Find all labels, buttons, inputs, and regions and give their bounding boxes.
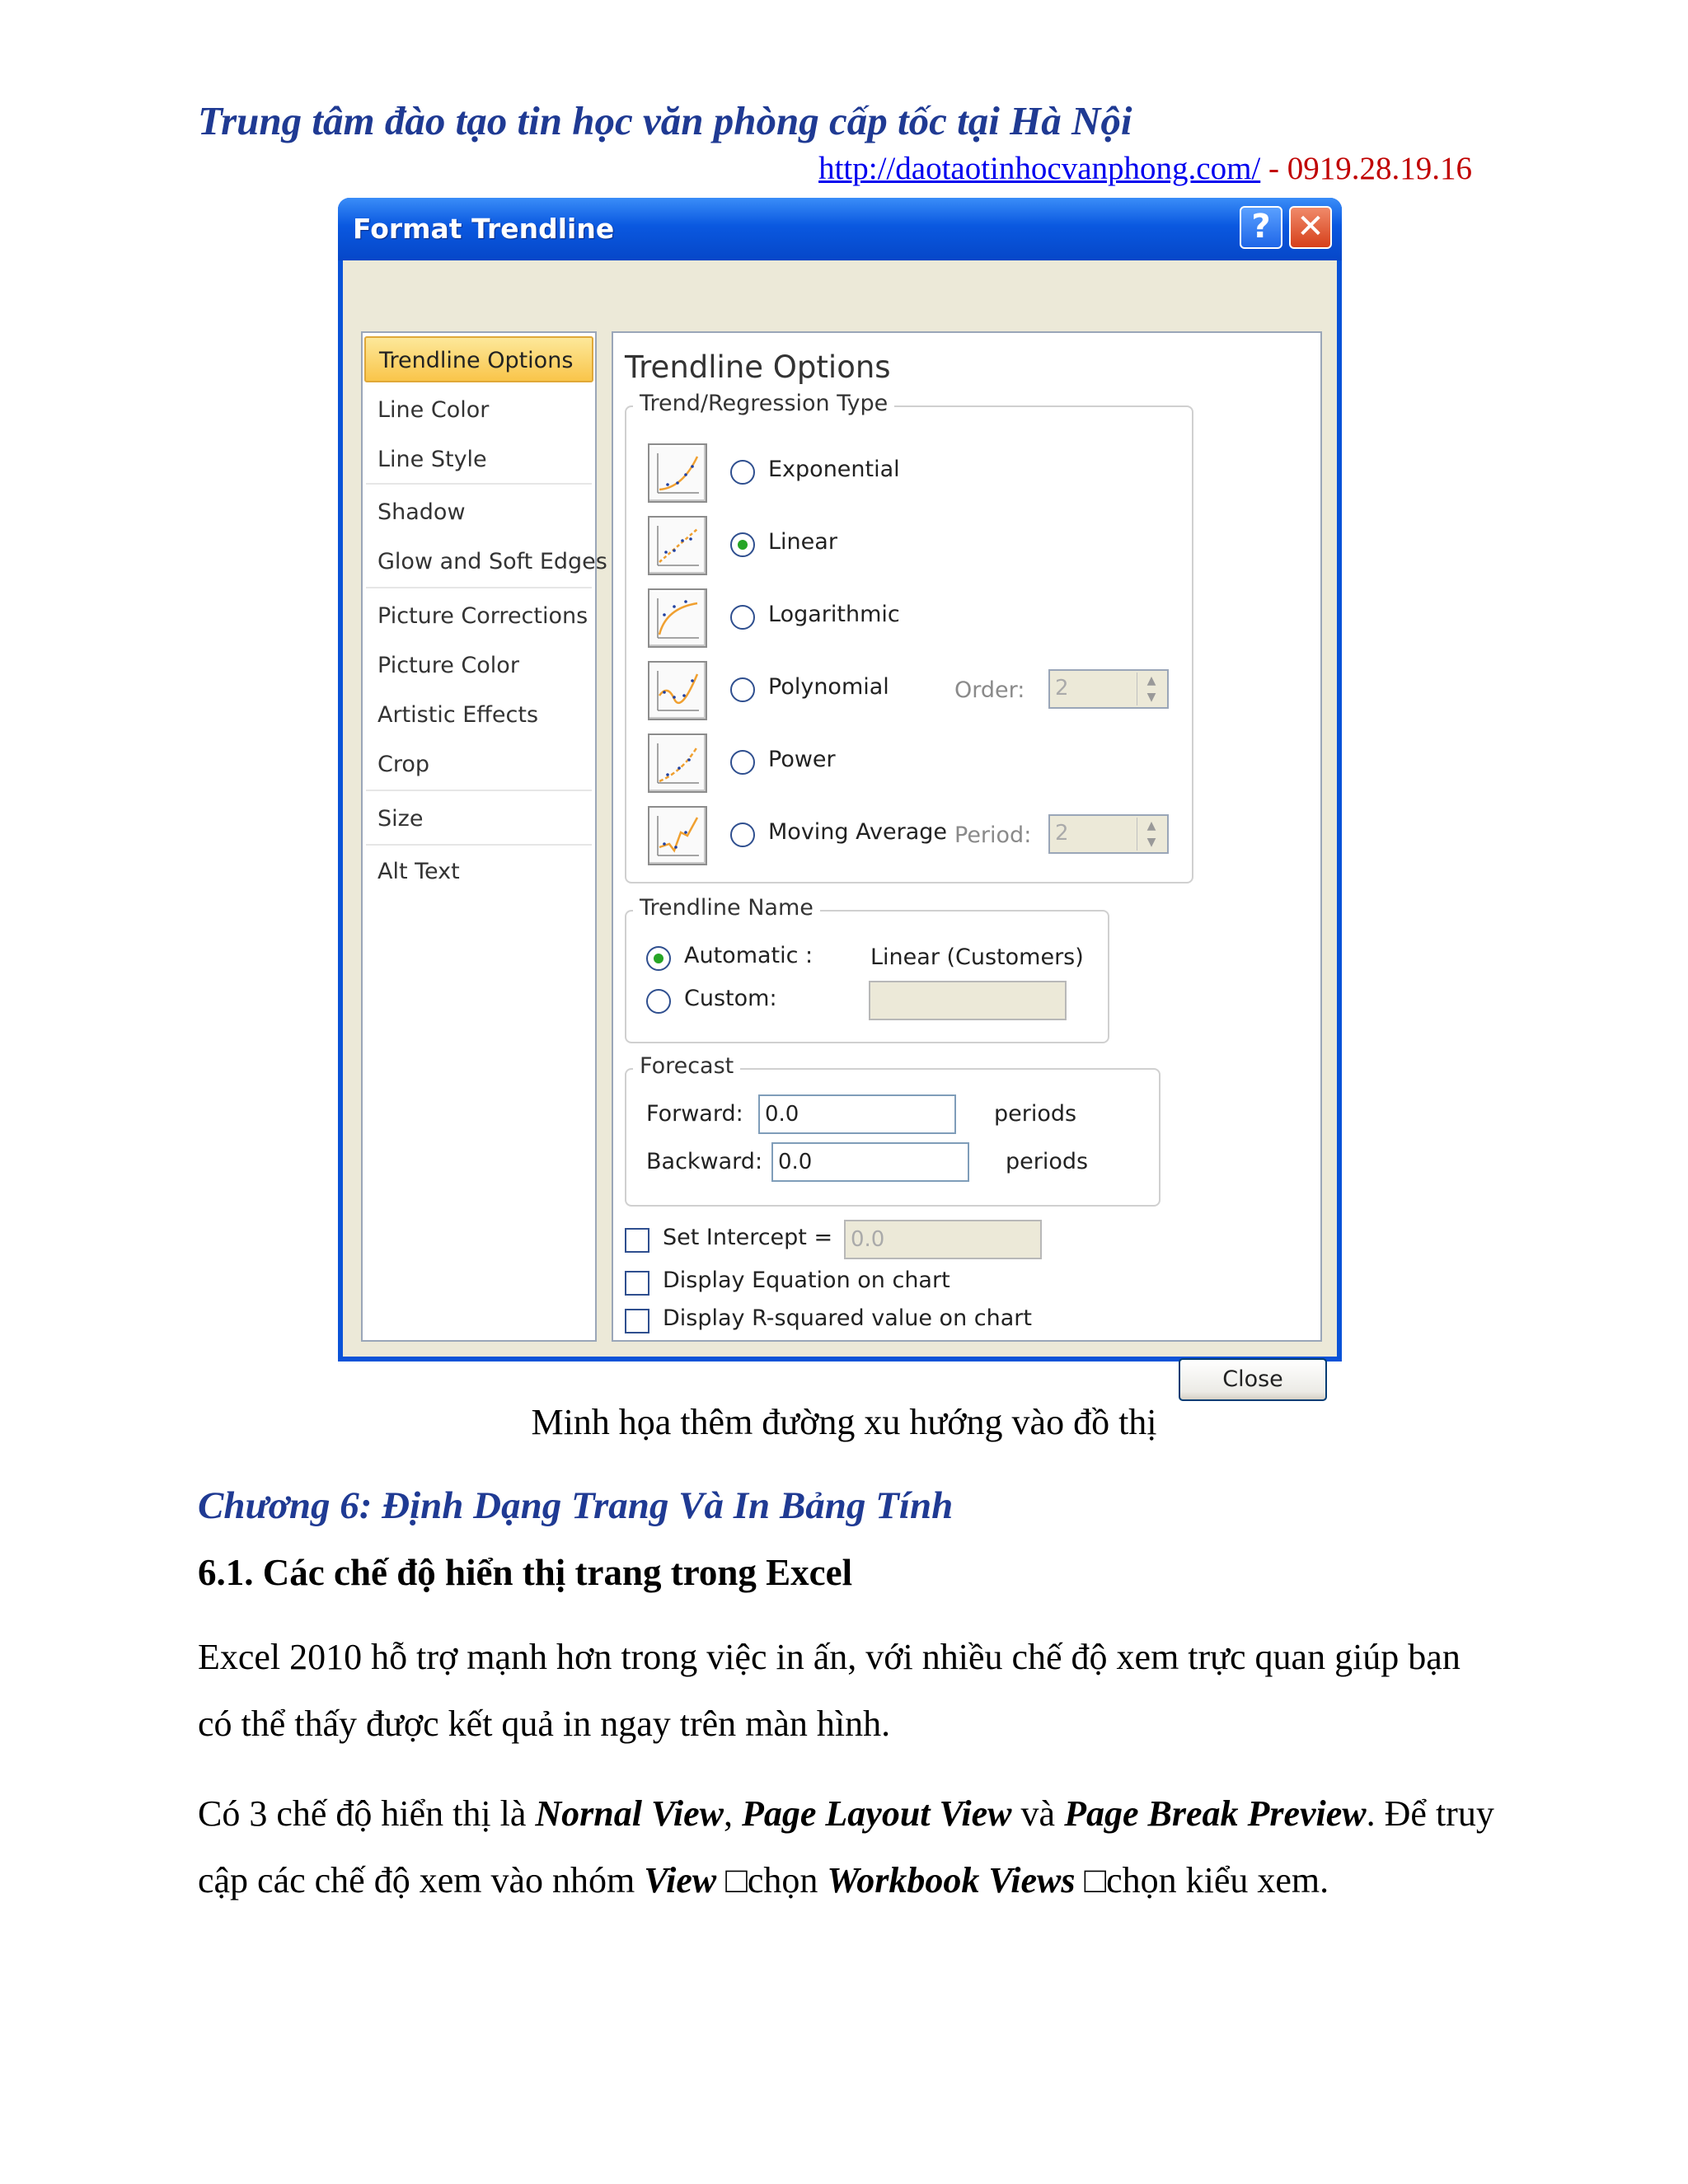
power-trend-icon[interactable] <box>648 733 707 793</box>
automatic-radio[interactable] <box>646 946 671 971</box>
order-label: Order: <box>954 677 1025 703</box>
linear-radio[interactable] <box>730 532 755 557</box>
text-run: Có 3 chế độ hiển thị là <box>198 1793 536 1834</box>
stepper-arrows-icon[interactable]: ▲ ▼ <box>1137 818 1165 851</box>
text-run: chọn <box>747 1860 828 1900</box>
exponential-trend-icon[interactable] <box>648 443 707 503</box>
logarithmic-label: Logarithmic <box>768 602 900 627</box>
forward-input[interactable]: 0.0 <box>758 1094 956 1134</box>
display-equation-label: Display Equation on chart <box>663 1268 950 1293</box>
nav-item-picture-color[interactable]: Picture Color <box>377 653 519 678</box>
nav-item-trendline-options[interactable]: Trendline Options <box>364 336 593 382</box>
set-intercept-label: Set Intercept = <box>663 1225 833 1250</box>
set-intercept-checkbox[interactable] <box>625 1228 649 1253</box>
order-stepper[interactable] <box>1048 669 1169 709</box>
linear-trend-icon[interactable] <box>648 516 707 575</box>
automatic-label: Automatic : <box>684 943 814 968</box>
workbook-views-term: Workbook Views <box>827 1860 1076 1900</box>
header-title: Trung tâm đào tạo tin học văn phòng cấp tốc tại Hà Nội <box>198 98 1132 143</box>
nav-divider <box>366 587 592 588</box>
nav-divider <box>366 483 592 485</box>
linear-label: Linear <box>768 529 837 555</box>
moving-average-radio[interactable] <box>730 823 755 847</box>
display-rsquared-label: Display R-squared value on chart <box>663 1305 1032 1331</box>
moving-average-label: Moving Average <box>768 819 948 845</box>
text-run <box>716 1860 725 1900</box>
missing-glyph-box: □ <box>725 1860 748 1900</box>
trend-type-group <box>625 405 1193 883</box>
custom-radio[interactable] <box>646 989 671 1014</box>
nav-item-picture-corrections[interactable]: Picture Corrections <box>377 603 588 629</box>
power-label: Power <box>768 747 836 772</box>
nav-item-alt-text[interactable]: Alt Text <box>377 859 460 884</box>
figure-caption: Minh họa thêm đường xu hướng vào đồ thị <box>531 1402 1157 1442</box>
nav-item-glow-soft-edges[interactable]: Glow and Soft Edges <box>377 549 607 574</box>
stepper-arrows-icon[interactable]: ▲ ▼ <box>1137 673 1165 705</box>
moving-average-trend-icon[interactable] <box>648 806 707 865</box>
page-break-preview-term: Page Break Preview <box>1064 1793 1367 1834</box>
forecast-legend: Forecast <box>633 1053 740 1079</box>
text-run: . Để truy cập các chế độ xem vào nhóm <box>198 1793 1494 1900</box>
page-layout-view-term: Page Layout View <box>742 1793 1012 1834</box>
view-term: View <box>644 1860 717 1900</box>
period-stepper[interactable] <box>1048 814 1169 854</box>
missing-glyph-box: □ <box>1084 1860 1107 1900</box>
dialog-titlebar[interactable] <box>338 198 1342 260</box>
text-run: chọn kiểu xem. <box>1106 1860 1329 1900</box>
nav-item-line-color[interactable]: Line Color <box>377 397 490 423</box>
header-contact <box>818 150 1472 187</box>
nav-item-line-style[interactable]: Line Style <box>377 447 487 472</box>
text-run: và <box>1011 1793 1065 1834</box>
options-panel <box>612 331 1322 1342</box>
period-value: 2 <box>1055 821 1069 846</box>
polynomial-label: Polynomial <box>768 674 889 700</box>
section-heading: 6.1. Các chế độ hiển thị trang trong Excel <box>198 1552 853 1593</box>
logarithmic-trend-icon[interactable] <box>648 588 707 648</box>
dialog-title: Format Trendline <box>353 213 615 245</box>
backward-label: Backward: <box>646 1149 763 1174</box>
chapter-heading: Chương 6: Định Dạng Trang Và In Bảng Tính <box>198 1484 954 1527</box>
power-radio[interactable] <box>730 750 755 775</box>
nav-item-size[interactable]: Size <box>377 806 424 832</box>
panel-title: Trendline Options <box>625 349 891 385</box>
forward-periods-label: periods <box>994 1101 1077 1127</box>
format-trendline-dialog <box>338 198 1342 1392</box>
trendline-name-group <box>625 910 1109 1043</box>
forward-label: Forward: <box>646 1101 743 1127</box>
nav-item-crop[interactable]: Crop <box>377 752 430 777</box>
order-value: 2 <box>1055 676 1069 701</box>
paragraph-1: Excel 2010 hỗ trợ mạnh hơn trong việc in ấn, với nhiều chế độ xem trực quan giúp bạn có thể thấy được kết quả in ngay trên màn hình. <box>198 1637 1461 1744</box>
normal-view-term: Nornal View <box>535 1793 724 1834</box>
text-run: , <box>724 1793 742 1834</box>
backward-periods-label: periods <box>1006 1149 1089 1174</box>
period-label: Period: <box>954 823 1032 848</box>
exponential-label: Exponential <box>768 457 900 482</box>
forecast-group <box>625 1068 1160 1207</box>
header-url-link[interactable]: http://daotaotinhocvanphong.com/ <box>818 151 1261 186</box>
display-rsquared-checkbox[interactable] <box>625 1309 649 1333</box>
nav-divider <box>366 844 592 846</box>
custom-name-input[interactable] <box>869 981 1067 1020</box>
header-phone: - 0919.28.19.16 <box>1260 151 1472 186</box>
trendline-name-legend: Trendline Name <box>633 895 820 921</box>
dialog-client <box>343 260 1337 1392</box>
close-icon[interactable]: ✕ <box>1289 206 1332 249</box>
trend-type-legend: Trend/Regression Type <box>633 391 894 416</box>
set-intercept-input[interactable]: 0.0 <box>844 1220 1042 1259</box>
logarithmic-radio[interactable] <box>730 605 755 630</box>
category-nav <box>361 331 607 1342</box>
exponential-radio[interactable] <box>730 460 755 485</box>
automatic-name-value: Linear (Customers) <box>870 944 1084 970</box>
polynomial-radio[interactable] <box>730 677 755 702</box>
custom-label: Custom: <box>684 986 777 1011</box>
polynomial-trend-icon[interactable] <box>648 661 707 720</box>
paragraph-2 <box>198 1780 1500 1914</box>
display-equation-checkbox[interactable] <box>625 1271 649 1296</box>
nav-item-shadow[interactable]: Shadow <box>377 499 466 525</box>
nav-item-artistic-effects[interactable]: Artistic Effects <box>377 702 539 728</box>
nav-divider <box>366 790 592 791</box>
text-run <box>1075 1860 1084 1900</box>
close-button[interactable]: Close <box>1179 1358 1327 1401</box>
backward-input[interactable]: 0.0 <box>771 1142 969 1182</box>
help-icon[interactable]: ? <box>1240 206 1282 249</box>
